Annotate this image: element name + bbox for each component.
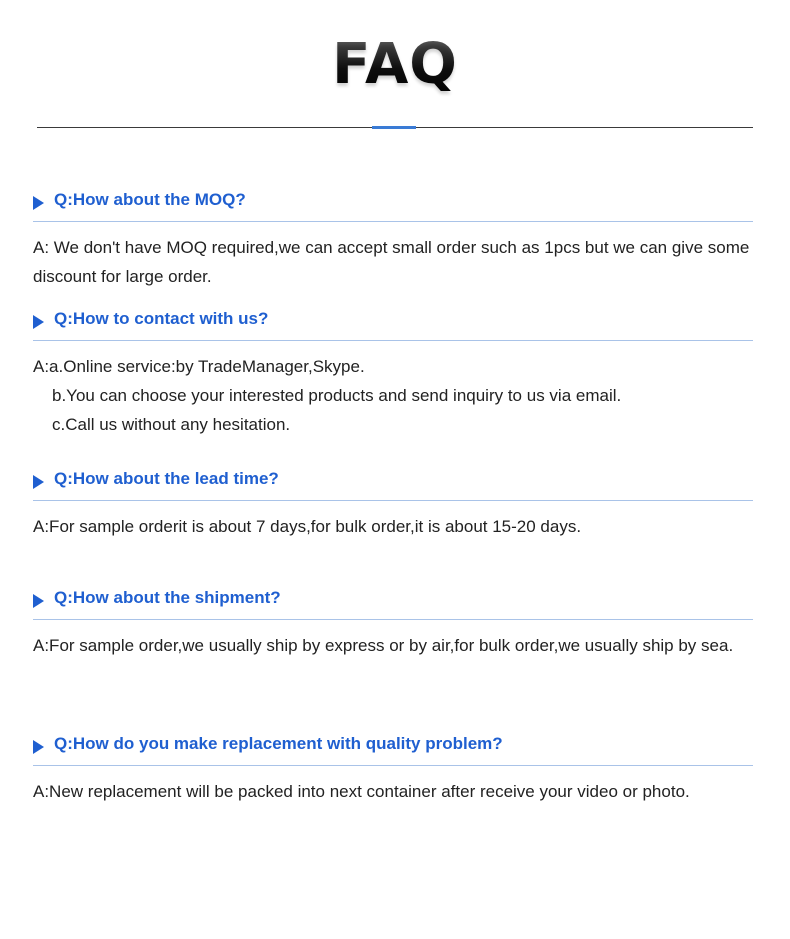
faq-answer [33, 352, 753, 439]
triangle-right-icon [33, 740, 44, 754]
faq-answer-line: b.You can choose your interested products and send inquiry to us via email. [52, 386, 622, 405]
faq-answer [33, 631, 753, 660]
faq-answer-text: A:For sample order,we usually ship by express or by air,for bulk order,we usually ship by sea. [33, 636, 734, 655]
question-divider [33, 221, 753, 222]
faq-answer [33, 777, 753, 806]
triangle-right-icon [33, 196, 44, 210]
triangle-right-icon [33, 315, 44, 329]
faq-question-row [33, 307, 753, 341]
faq-item [33, 732, 753, 806]
faq-answer-text: A: We don't have MOQ required,we can accept small order such as 1pcs but we can give some discount for large order. [33, 238, 750, 286]
title-divider-accent [372, 126, 416, 129]
faq-question: Q:How to contact with us? [54, 309, 269, 328]
faq-answer [33, 233, 753, 291]
question-divider [33, 765, 753, 766]
faq-question: Q:How do you make replacement with quality problem? [54, 734, 503, 753]
faq-question-row [33, 188, 753, 222]
faq-question-row [33, 467, 753, 501]
faq-question: Q:How about the shipment? [54, 588, 281, 607]
triangle-right-icon [33, 594, 44, 608]
faq-question: Q:How about the lead time? [54, 469, 279, 488]
faq-question: Q:How about the MOQ? [54, 190, 246, 209]
question-divider [33, 619, 753, 620]
faq-question-row [33, 586, 753, 620]
question-divider [33, 340, 753, 341]
page-title: FAQ [0, 30, 790, 100]
question-divider [33, 500, 753, 501]
faq-answer-line: A:a.Online service:by TradeManager,Skype. [33, 357, 365, 376]
faq-answer [33, 512, 753, 541]
faq-item [33, 307, 753, 439]
faq-item [33, 467, 753, 541]
faq-item [33, 586, 753, 660]
faq-question-row [33, 732, 753, 766]
triangle-right-icon [33, 475, 44, 489]
faq-item [33, 188, 753, 291]
faq-answer-text: A:For sample orderit is about 7 days,for bulk order,it is about 15-20 days. [33, 517, 582, 536]
faq-answer-text: A:New replacement will be packed into next container after receive your video or photo. [33, 782, 690, 801]
faq-answer-line: c.Call us without any hesitation. [52, 415, 291, 434]
